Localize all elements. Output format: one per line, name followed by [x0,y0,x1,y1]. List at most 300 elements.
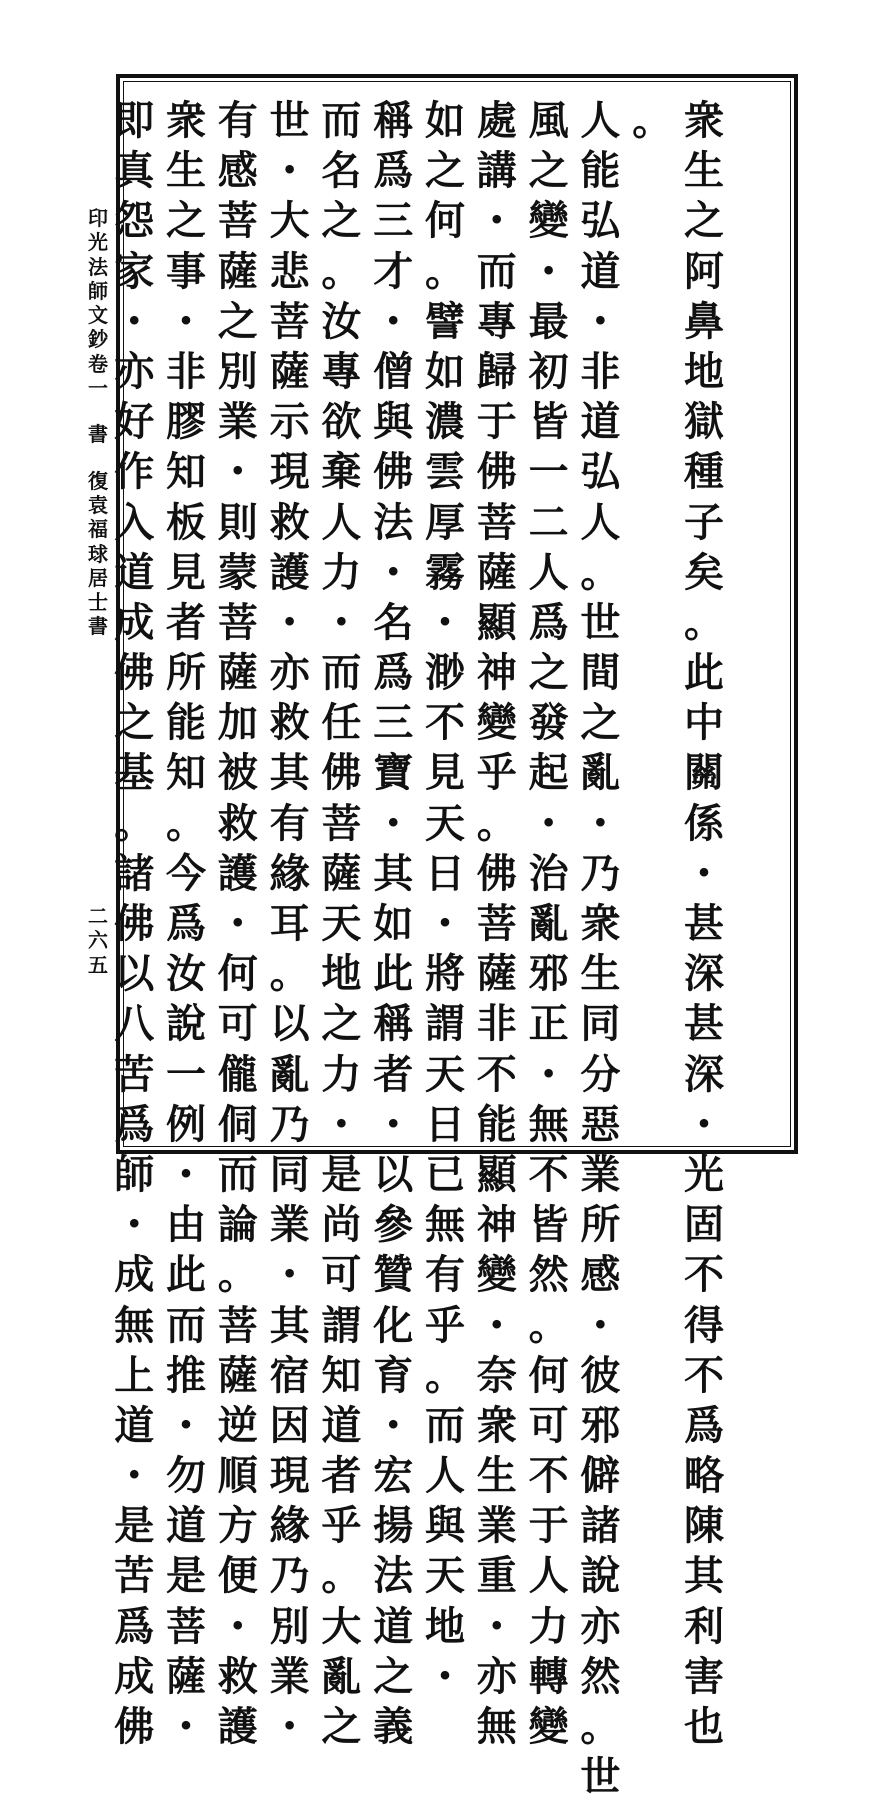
text-glyph: 別 [269,1602,310,1650]
text-glyph: 師 [114,1150,155,1198]
text-glyph: 衆 [684,97,724,144]
text-glyph: 是 [166,1552,206,1600]
text-glyph: 板 [166,498,206,546]
text-glyph: 獄 [684,398,724,446]
text-glyph: 如 [425,347,465,395]
text-glyph: 苦 [114,1552,155,1600]
text-glyph: 救 [269,699,310,747]
text-glyph: 渺 [425,649,465,697]
text-glyph: 寶 [373,749,414,797]
text-glyph: 不 [528,1452,569,1500]
text-glyph: 可 [321,1251,362,1299]
text-glyph: 厚 [425,498,465,546]
text-glyph: 何 [528,1351,569,1399]
text-glyph: 亦 [476,1652,517,1700]
margin-glyph: 居 [88,565,108,590]
margin-glyph: 一 [88,376,108,401]
text-glyph: 法 [373,498,414,546]
text-glyph: 道 [321,1401,362,1449]
text-glyph: 大 [269,197,310,245]
text-glyph: ・ [476,197,517,245]
text-column [525,96,573,1750]
margin-glyph: 書 [88,422,108,447]
text-glyph: 現 [269,1452,310,1500]
text-glyph: 護 [217,1703,258,1750]
text-glyph: 發 [528,699,569,747]
margin-glyph: 二 [88,904,108,928]
text-glyph: 汝 [166,950,206,998]
margin-glyph: 法 [88,254,108,279]
text-glyph: 宿 [269,1351,310,1399]
text-glyph: 揚 [373,1502,414,1550]
text-glyph: 任 [321,699,362,747]
text-glyph: 治 [528,849,569,897]
text-glyph: 日 [425,1100,465,1148]
text-glyph: 大 [321,1602,362,1650]
text-glyph: 義 [373,1703,414,1750]
text-glyph: 爲 [684,1401,724,1449]
text-glyph: 轉 [528,1652,569,1700]
margin-glyph: 書 [88,614,108,639]
text-glyph: 佛 [476,448,517,496]
text-glyph: ・ [166,1401,206,1449]
text-glyph: 爲 [114,1100,155,1148]
text-glyph: 入 [114,498,155,546]
text-glyph: ・ [684,849,724,897]
text-glyph: 菩 [217,598,258,646]
text-glyph: 天 [425,1050,465,1098]
text-glyph: 菩 [476,900,517,947]
text-column [162,96,210,1750]
text-glyph: 知 [321,1351,362,1399]
text-glyph: 害 [684,1652,724,1700]
text-glyph: 于 [528,1502,569,1550]
text-glyph: 其 [269,749,310,797]
text-glyph: 佛 [114,900,155,947]
text-glyph: ・ [217,448,258,496]
text-glyph: 汝 [321,297,362,345]
text-glyph: 之 [321,197,362,245]
text-glyph: 業 [217,398,258,446]
text-glyph: 薩 [321,849,362,897]
text-glyph: 示 [269,398,310,446]
text-glyph: 天 [425,1552,465,1600]
text-glyph: ・ [269,1703,310,1750]
text-glyph: 悲 [269,247,310,295]
text-glyph: 之 [321,1000,362,1048]
text-glyph: 人 [321,498,362,546]
text-glyph: ・ [373,297,414,345]
text-glyph: ・ [269,147,310,195]
text-glyph: 三 [373,197,414,245]
text-glyph: 諸 [580,1502,621,1550]
text-glyph: 者 [373,1050,414,1098]
text-glyph: 之 [373,1652,414,1700]
text-glyph: 有 [269,799,310,847]
text-glyph: 此 [684,649,724,697]
text-glyph: 。 [114,799,155,847]
text-glyph: 乃 [269,1100,310,1148]
text-glyph: 生 [684,147,724,195]
text-glyph: 八 [114,1000,155,1048]
text-glyph: 變 [528,1703,569,1750]
text-glyph: 衆 [580,900,621,947]
text-glyph: ・ [114,1201,155,1249]
text-glyph: ・ [166,297,206,345]
text-glyph: 。 [321,1552,362,1600]
text-glyph: 有 [217,97,258,144]
text-glyph: 薩 [217,247,258,295]
text-glyph: 將 [425,950,465,998]
text-glyph: ・ [476,1301,517,1349]
text-glyph: 講 [476,147,517,195]
text-glyph: 關 [684,749,724,797]
text-glyph: 皆 [528,1201,569,1249]
text-column [473,96,521,1750]
text-glyph: ・ [217,1602,258,1650]
text-glyph: 顯 [476,598,517,646]
text-glyph: 贊 [373,1251,414,1299]
margin-glyph: 師 [88,278,108,303]
text-glyph: 道 [373,1602,414,1650]
margin-glyph: 鈔 [88,327,108,352]
text-glyph: 亂 [321,1652,362,1700]
text-glyph: 救 [217,1652,258,1700]
text-glyph: 。 [684,598,724,646]
text-glyph: 爲 [528,598,569,646]
text-glyph: 爲 [373,649,414,697]
text-glyph: 順 [217,1452,258,1500]
margin-glyph: 球 [88,541,108,566]
text-glyph: 生 [580,950,621,998]
text-glyph: 力 [528,1602,569,1650]
text-glyph: 不 [684,1351,724,1399]
text-glyph: 如 [425,97,465,144]
text-glyph: 專 [476,297,517,345]
text-glyph: 不 [476,1050,517,1098]
text-glyph: 說 [580,1552,621,1600]
text-glyph: ・ [321,1100,362,1148]
text-glyph: 其 [269,1301,310,1349]
chapter-title [86,469,110,639]
text-glyph: 亦 [269,649,310,697]
text-glyph: 矣 [684,548,724,596]
text-glyph: 人 [580,97,621,144]
text-glyph: 道 [580,398,621,446]
text-glyph: ・ [166,1150,206,1198]
text-glyph: 由 [166,1201,206,1249]
text-glyph: 方 [217,1502,258,1550]
text-glyph: 蒙 [217,548,258,596]
text-glyph: 皆 [528,398,569,446]
text-glyph: 推 [166,1351,206,1399]
margin-glyph: 光 [88,230,108,255]
text-glyph: 別 [217,347,258,395]
text-glyph: 薩 [476,548,517,596]
text-glyph: 乎 [425,1301,465,1349]
text-glyph: 邪 [528,950,569,998]
text-glyph: 同 [580,1000,621,1048]
text-glyph: 之 [684,197,724,245]
text-glyph: 非 [580,347,621,395]
text-glyph: 之 [528,649,569,697]
text-glyph: 爲 [373,147,414,195]
margin-glyph: 福 [88,517,108,542]
text-glyph: 緣 [269,849,310,897]
text-glyph: 譬 [425,297,465,345]
text-glyph: 化 [373,1301,414,1349]
text-glyph: 非 [476,1000,517,1048]
text-glyph: 是 [114,1502,155,1550]
text-glyph: 知 [166,448,206,496]
text-glyph: 名 [321,147,362,195]
text-glyph: 其 [684,1552,724,1600]
text-glyph: ・ [373,799,414,847]
text-glyph: 而 [321,97,362,144]
text-glyph: 世 [580,598,621,646]
text-glyph: 力 [321,548,362,596]
text-column [317,96,365,1750]
text-glyph: 佛 [476,849,517,897]
text-glyph: 也 [684,1703,724,1750]
text-column [628,96,676,1140]
text-glyph: 以 [373,1150,414,1198]
text-glyph: 因 [269,1401,310,1449]
text-glyph: ・ [373,1401,414,1449]
text-glyph: ・ [114,1452,155,1500]
margin-glyph: 士 [88,590,108,615]
margin-glyph: 文 [88,303,108,328]
margin-glyph: 復 [88,468,108,493]
text-glyph: 深 [684,950,724,998]
text-glyph: 法 [373,1552,414,1600]
text-glyph: 以 [114,950,155,998]
text-glyph: 能 [476,1100,517,1148]
text-glyph: 最 [528,297,569,345]
text-glyph: ・ [684,1100,724,1148]
text-glyph: 亦 [114,347,155,395]
text-glyph: 儱 [217,1050,258,1098]
text-glyph: 稱 [373,1000,414,1048]
text-glyph: ・ [114,297,155,345]
text-glyph: 處 [476,97,517,144]
text-glyph: ・ [373,1100,414,1148]
margin-glyph: 袁 [88,492,108,517]
text-glyph: 不 [528,1150,569,1198]
text-glyph: 爲 [114,1602,155,1650]
text-glyph: 三 [373,699,414,747]
text-glyph: 諸 [114,849,155,897]
text-glyph: 便 [217,1552,258,1600]
text-glyph: 稱 [373,97,414,144]
text-glyph: 略 [684,1452,724,1500]
text-glyph: 菩 [166,1602,206,1650]
text-glyph: 神 [476,649,517,697]
text-column [680,96,728,1750]
text-glyph: 變 [476,699,517,747]
text-glyph: 僧 [373,347,414,395]
text-glyph: 膠 [166,398,206,446]
text-column [110,96,158,1750]
text-glyph: 護 [217,849,258,897]
text-glyph: 上 [114,1351,155,1399]
text-glyph: 分 [580,1050,621,1098]
text-glyph: 救 [269,498,310,546]
text-glyph: 道 [580,247,621,295]
text-glyph: 真 [114,147,155,195]
text-glyph: 現 [269,448,310,496]
text-glyph: 然 [528,1251,569,1299]
text-glyph: 侗 [217,1100,258,1148]
text-glyph: 不 [425,699,465,747]
text-glyph: 深 [684,1050,724,1098]
text-glyph: 基 [114,749,155,797]
text-glyph: 成 [114,1251,155,1299]
text-column [214,96,262,1750]
text-glyph: 例 [166,1100,206,1148]
text-glyph: 育 [373,1351,414,1399]
text-glyph: 風 [528,97,569,144]
text-glyph: 菩 [217,197,258,245]
text-glyph: 而 [166,1301,206,1349]
text-glyph: 棄 [321,448,362,496]
text-glyph: 感 [217,147,258,195]
text-glyph: 。 [166,799,206,847]
text-glyph: 何 [425,197,465,245]
text-glyph: 佛 [321,749,362,797]
running-header [86,206,110,639]
text-glyph: ・ [425,598,465,646]
text-glyph: 而 [425,1401,465,1449]
text-glyph: 道 [166,1502,206,1550]
text-glyph: 利 [684,1602,724,1650]
text-glyph: 奈 [476,1351,517,1399]
text-glyph: 是 [321,1150,362,1198]
text-glyph: 乃 [580,849,621,897]
text-glyph: 菩 [269,297,310,345]
text-glyph: 天 [425,799,465,847]
text-glyph: 正 [528,1000,569,1048]
text-glyph: 業 [269,1201,310,1249]
text-glyph: 名 [373,598,414,646]
text-glyph: 非 [166,347,206,395]
text-glyph: ・ [217,900,258,947]
text-glyph: 能 [166,699,206,747]
text-glyph: 無 [476,1703,517,1750]
text-glyph: 霧 [425,548,465,596]
text-glyph: 顯 [476,1150,517,1198]
text-glyph: 然 [580,1652,621,1700]
margin-glyph: 六 [88,928,108,953]
text-glyph: 苦 [114,1050,155,1098]
text-glyph: 無 [114,1301,155,1349]
page-number [86,904,110,977]
book-title [86,206,110,400]
text-glyph: 謂 [425,1000,465,1048]
text-glyph: ・ [528,799,569,847]
text-glyph: 參 [373,1201,414,1249]
text-glyph: ・ [269,598,310,646]
text-glyph: ・ [528,247,569,295]
text-glyph: ・ [373,548,414,596]
text-glyph: 生 [166,147,206,195]
text-glyph: 作 [114,448,155,496]
text-glyph: 見 [425,749,465,797]
text-glyph: 。 [580,1703,621,1750]
text-glyph: 邪 [580,1401,621,1449]
text-glyph: 宏 [373,1452,414,1500]
text-glyph: 見 [166,548,206,596]
text-glyph: 亂 [269,1050,310,1098]
text-glyph: 救 [217,799,258,847]
text-glyph: 勿 [166,1452,206,1500]
text-glyph: 間 [580,649,621,697]
text-glyph: 地 [684,347,724,395]
text-glyph: 乎 [321,1502,362,1550]
text-glyph: 所 [166,649,206,697]
text-glyph: 人 [528,1552,569,1600]
text-glyph: 。 [269,950,310,998]
text-glyph: 種 [684,448,724,496]
text-glyph: 。 [425,247,465,295]
text-glyph: 而 [321,649,362,697]
text-glyph: 何 [217,950,258,998]
text-column [421,96,469,1700]
text-glyph: 尚 [321,1201,362,1249]
text-glyph: 此 [166,1251,206,1299]
text-glyph: 重 [476,1552,517,1600]
text-glyph: ・ [166,1703,206,1750]
text-glyph: 衆 [476,1401,517,1449]
text-glyph: 者 [321,1452,362,1500]
text-glyph: 陳 [684,1502,724,1550]
text-glyph: 乎 [476,749,517,797]
text-column [576,96,624,1801]
text-glyph: 之 [166,197,206,245]
text-glyph: 光 [684,1150,724,1198]
text-glyph: 薩 [269,347,310,395]
text-glyph: 之 [114,699,155,747]
text-glyph: 初 [528,347,569,395]
text-glyph: 如 [373,900,414,947]
text-glyph: 業 [269,1652,310,1700]
text-glyph: 同 [269,1150,310,1198]
text-glyph: 歸 [476,347,517,395]
text-glyph: ・ [580,1301,621,1349]
text-glyph: 道 [114,1401,155,1449]
text-glyph: 。 [580,548,621,596]
text-glyph: 濃 [425,398,465,446]
text-glyph: 地 [425,1602,465,1650]
text-glyph: 無 [528,1100,569,1148]
margin-glyph: 五 [88,952,108,977]
text-glyph: 亂 [580,749,621,797]
text-glyph: 被 [217,749,258,797]
text-glyph: 變 [476,1251,517,1299]
text-glyph: ・ [425,900,465,947]
text-glyph: 薩 [476,950,517,998]
text-glyph: 衆 [166,97,206,144]
text-glyph: 說 [166,1000,206,1048]
text-column [369,96,417,1750]
text-glyph: 世 [269,97,310,144]
text-glyph: 緣 [269,1502,310,1550]
text-glyph: 。 [632,97,673,144]
text-glyph: 者 [166,598,206,646]
text-glyph: 。 [321,247,362,295]
text-glyph: ・ [269,1251,310,1299]
text-glyph: 菩 [476,498,517,546]
